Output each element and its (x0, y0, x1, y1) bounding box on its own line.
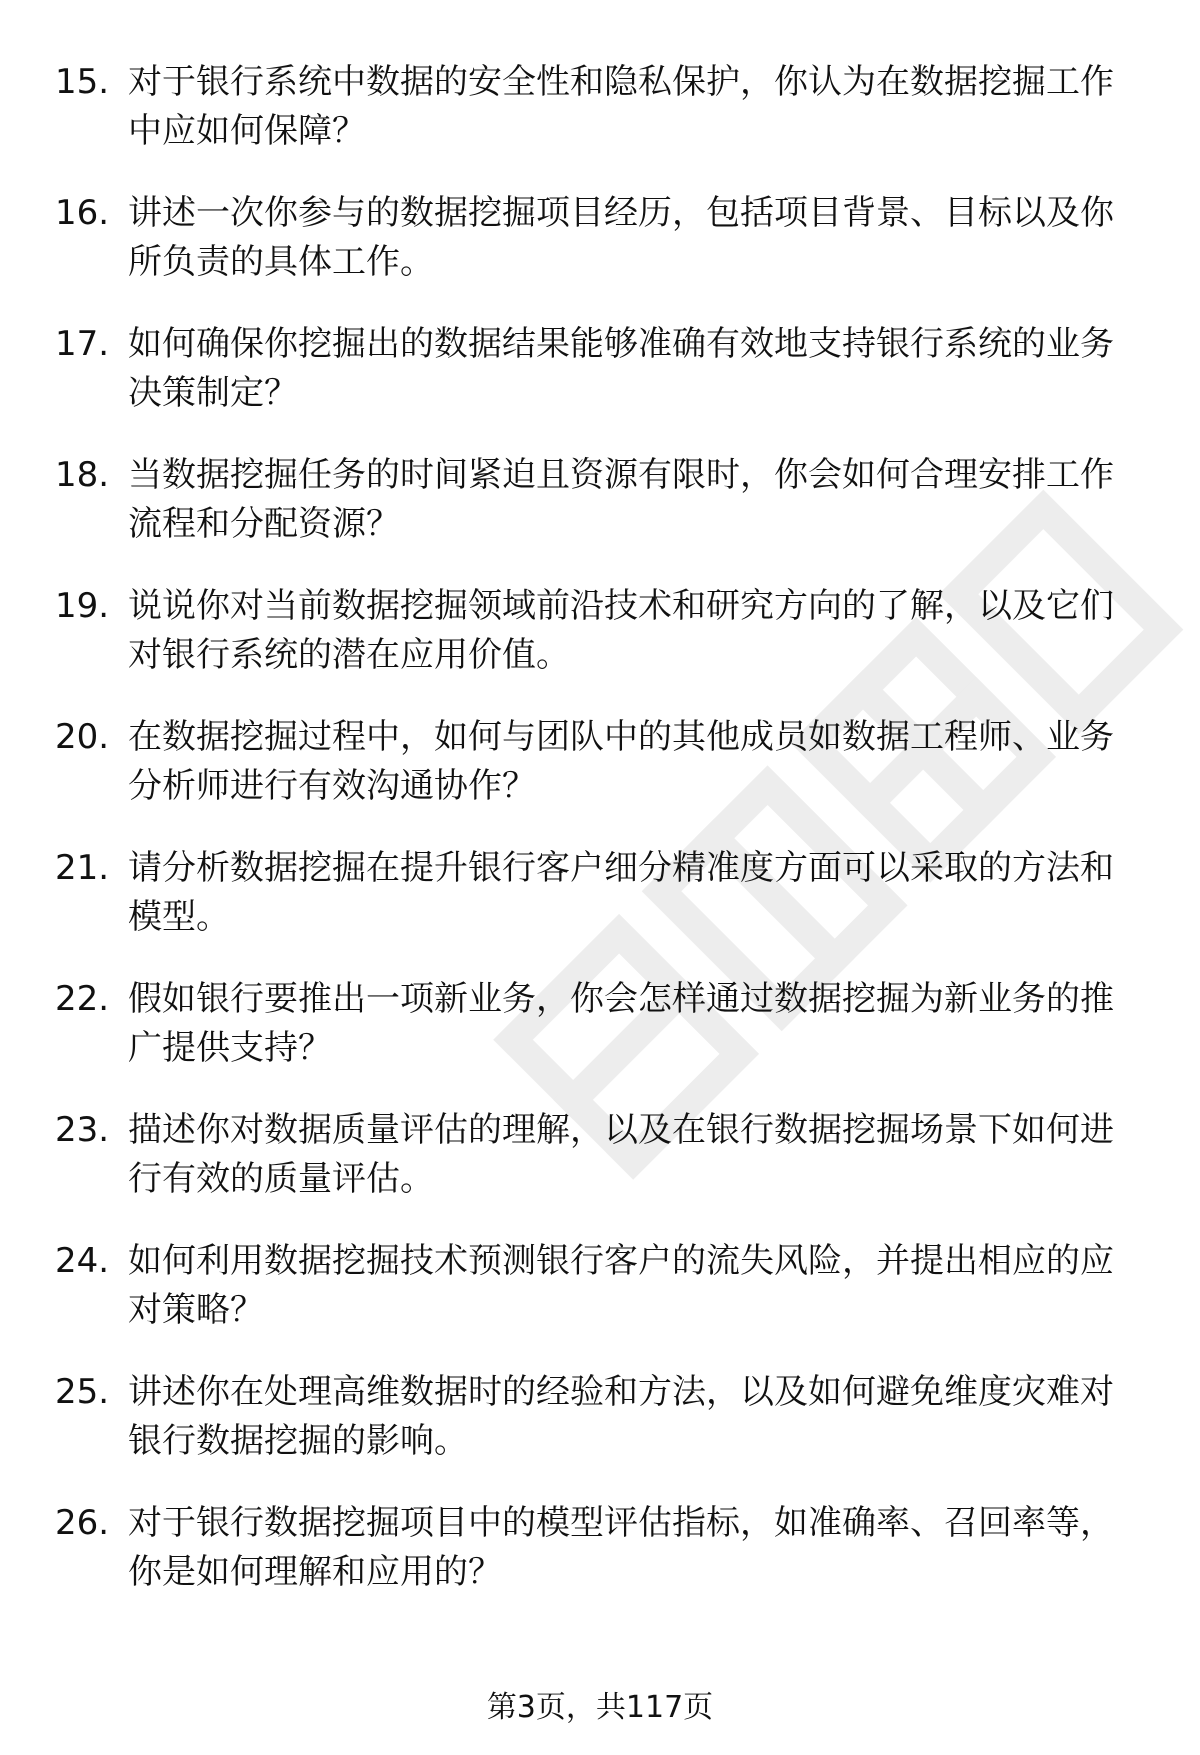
list-item (0, 320, 1200, 451)
question-number: 17. (55, 324, 110, 364)
list-item (0, 582, 1200, 713)
question-number: 24. (55, 1241, 110, 1281)
question-number: 19. (55, 586, 110, 626)
question-text: 描述你对数据质量评估的理解，以及在银行数据挖掘场景下如何进行有效的质量评估。 (128, 1110, 1114, 1199)
list-item (0, 975, 1200, 1106)
question-number: 26. (55, 1503, 110, 1543)
question-number: 16. (55, 193, 110, 233)
question-text: 如何确保你挖掘出的数据结果能够准确有效地支持银行系统的业务决策制定？ (128, 324, 1114, 413)
question-text: 请分析数据挖掘在提升银行客户细分精准度方面可以采取的方法和模型。 (128, 848, 1114, 937)
list-item (0, 1237, 1200, 1368)
question-text: 说说你对当前数据挖掘领域前沿技术和研究方向的了解，以及它们对银行系统的潜在应用价值。 (128, 586, 1114, 675)
question-number: 22. (55, 979, 110, 1019)
question-text: 假如银行要推出一项新业务，你会怎样通过数据挖掘为新业务的推广提供支持？ (128, 979, 1114, 1068)
page-number-label: 第3页，共117页 (486, 1690, 714, 1725)
question-text: 讲述你在处理高维数据时的经验和方法，以及如何避免维度灾难对银行数据挖掘的影响。 (128, 1372, 1114, 1461)
question-number: 23. (55, 1110, 110, 1150)
page-footer (0, 1688, 1200, 1728)
list-item (0, 58, 1200, 189)
list-item (0, 189, 1200, 320)
question-text: 对于银行系统中数据的安全性和隐私保护，你认为在数据挖掘工作中应如何保障？ (128, 62, 1114, 151)
list-item (0, 844, 1200, 975)
question-list (0, 58, 1200, 1630)
question-number: 25. (55, 1372, 110, 1412)
list-item (0, 1368, 1200, 1499)
list-item (0, 1106, 1200, 1237)
question-number: 15. (55, 62, 110, 102)
question-text: 当数据挖掘任务的时间紧迫且资源有限时，你会如何合理安排工作流程和分配资源？ (128, 455, 1114, 544)
question-number: 18. (55, 455, 110, 495)
question-number: 20. (55, 717, 110, 757)
list-item (0, 1499, 1200, 1630)
question-text: 在数据挖掘过程中，如何与团队中的其他成员如数据工程师、业务分析师进行有效沟通协作？ (128, 717, 1114, 806)
list-item (0, 451, 1200, 582)
question-number: 21. (55, 848, 110, 888)
question-text: 对于银行数据挖掘项目中的模型评估指标，如准确率、召回率等，你是如何理解和应用的？ (128, 1503, 1114, 1592)
question-text: 讲述一次你参与的数据挖掘项目经历，包括项目背景、目标以及你所负责的具体工作。 (128, 193, 1114, 282)
list-item (0, 713, 1200, 844)
question-text: 如何利用数据挖掘技术预测银行客户的流失风险，并提出相应的应对策略？ (128, 1241, 1114, 1330)
